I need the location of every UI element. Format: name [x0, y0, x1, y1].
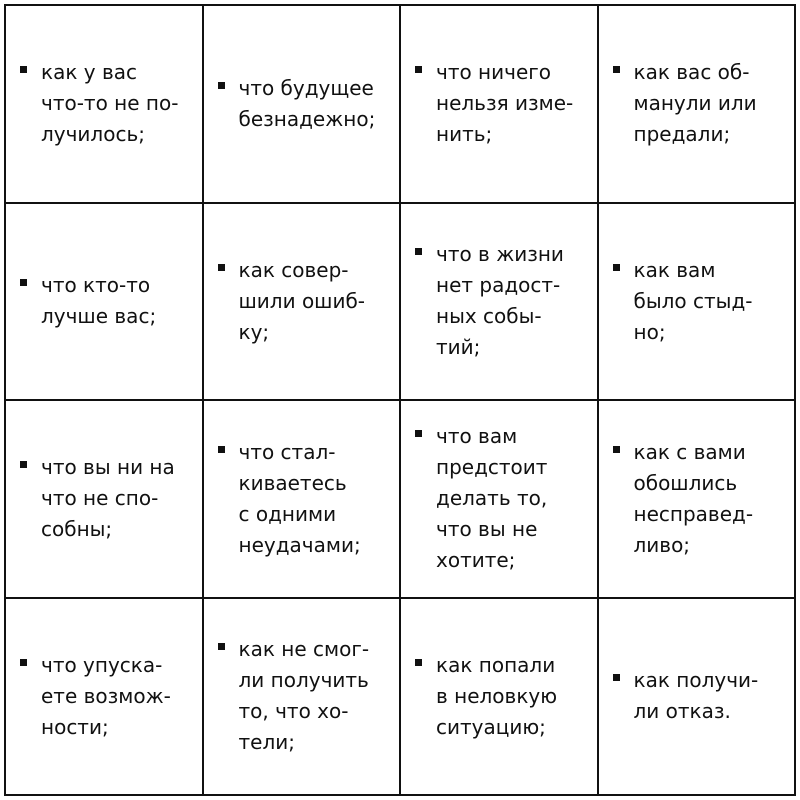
bullet-icon — [20, 659, 27, 666]
list-item — [613, 57, 757, 150]
cell-text-line: но; — [633, 319, 666, 344]
table-cell — [401, 204, 599, 402]
cell-text-line: ку; — [238, 319, 270, 344]
bullet-icon — [415, 659, 422, 666]
list-item — [218, 73, 376, 135]
table-cell — [204, 204, 402, 402]
cell-text-line: было стыд- — [633, 288, 753, 313]
cell-text-line: лучилось; — [41, 122, 145, 147]
cell-text-line: ности; — [41, 714, 109, 739]
table-cell — [599, 599, 797, 797]
cell-text-line: как совер- — [238, 257, 349, 282]
cell-text-line: ете возмож- — [41, 683, 171, 708]
list-item — [218, 437, 361, 561]
cell-text-line: ситуацию; — [436, 714, 546, 739]
cell-text-line: делать то, — [436, 486, 548, 511]
cell-text-line: шили ошиб- — [238, 288, 366, 313]
table-cell — [204, 599, 402, 797]
cell-text-line: с одними — [238, 501, 337, 526]
list-item — [613, 437, 754, 561]
cell-text-line: что не спо- — [41, 486, 159, 511]
table-cell — [599, 401, 797, 599]
cell-text-line: нельзя изме- — [436, 91, 574, 116]
list-item — [613, 255, 753, 348]
cell-text-line: что упуска- — [41, 652, 163, 677]
list-item — [415, 239, 564, 363]
cell-text-line: как получи- — [633, 668, 759, 693]
list-item — [20, 270, 156, 332]
cell-text-line: нить; — [436, 122, 493, 147]
list-item — [20, 452, 175, 545]
cell-text-line: предстоит — [436, 455, 548, 480]
cell-text-line: что вы не — [436, 517, 538, 542]
bullet-icon — [613, 66, 620, 73]
cell-text-line: неудачами; — [238, 532, 361, 557]
list-item — [415, 421, 547, 576]
bullet-icon — [218, 264, 225, 271]
cell-text-line: тий; — [436, 335, 481, 360]
phrase-table — [4, 4, 796, 796]
cell-text-line: в неловкую — [436, 683, 558, 708]
cell-text-line: как вам — [633, 257, 716, 282]
bullet-icon — [218, 446, 225, 453]
cell-text-line: как попали — [436, 652, 556, 677]
cell-text-line: что кто-то — [41, 273, 151, 298]
table-cell — [599, 204, 797, 402]
bullet-icon — [415, 66, 422, 73]
list-item — [415, 57, 573, 150]
cell-text-line: ливо; — [633, 532, 691, 557]
bullet-icon — [20, 66, 27, 73]
table-cell — [6, 6, 204, 204]
cell-text-line: предали; — [633, 122, 731, 147]
cell-text-line: тели; — [238, 730, 295, 755]
cell-text-line: как вас об- — [633, 60, 750, 85]
list-item — [415, 650, 557, 743]
cell-text-line: ных собы- — [436, 304, 542, 329]
bullet-icon — [415, 248, 422, 255]
cell-text-line: ли отказ. — [633, 699, 731, 724]
cell-text-line: что ничего — [436, 60, 551, 85]
bullet-icon — [613, 446, 620, 453]
cell-text-line: что будущее — [238, 75, 374, 100]
cell-text-line: как не смог- — [238, 637, 370, 662]
list-item — [20, 57, 178, 150]
cell-text-line: что-то не по- — [41, 91, 179, 116]
cell-text-line: манули или — [633, 91, 757, 116]
cell-text-line: что вам — [436, 424, 518, 449]
cell-text-line: нет радост- — [436, 273, 561, 298]
list-item — [613, 665, 759, 727]
cell-text-line: то, что хо- — [238, 699, 349, 724]
cell-text-line: безнадежно; — [238, 106, 376, 131]
table-cell — [6, 401, 204, 599]
cell-text-line: ли получить — [238, 668, 369, 693]
cell-text-line: как у вас — [41, 60, 138, 85]
table-cell — [401, 401, 599, 599]
list-item — [218, 634, 370, 758]
cell-text-line: несправед- — [633, 501, 754, 526]
cell-text-line: лучше вас; — [41, 304, 157, 329]
table-cell — [401, 6, 599, 204]
bullet-icon — [613, 264, 620, 271]
cell-text-line: что стал- — [238, 439, 336, 464]
table-cell — [6, 599, 204, 797]
bullet-icon — [218, 643, 225, 650]
list-item — [218, 255, 366, 348]
bullet-icon — [218, 82, 225, 89]
bullet-icon — [20, 279, 27, 286]
cell-text-line: что вы ни на — [41, 455, 175, 480]
table-cell — [599, 6, 797, 204]
cell-text-line: хотите; — [436, 548, 516, 573]
table-cell — [204, 6, 402, 204]
cell-text-line: киваетесь — [238, 470, 347, 495]
cell-text-line: что в жизни — [436, 242, 564, 267]
cell-text-line: обошлись — [633, 470, 738, 495]
bullet-icon — [415, 430, 422, 437]
cell-text-line: собны; — [41, 517, 113, 542]
bullet-icon — [20, 461, 27, 468]
list-item — [20, 650, 171, 743]
bullet-icon — [613, 674, 620, 681]
table-cell — [401, 599, 599, 797]
table-cell — [6, 204, 204, 402]
cell-text-line: как с вами — [633, 439, 746, 464]
table-cell — [204, 401, 402, 599]
